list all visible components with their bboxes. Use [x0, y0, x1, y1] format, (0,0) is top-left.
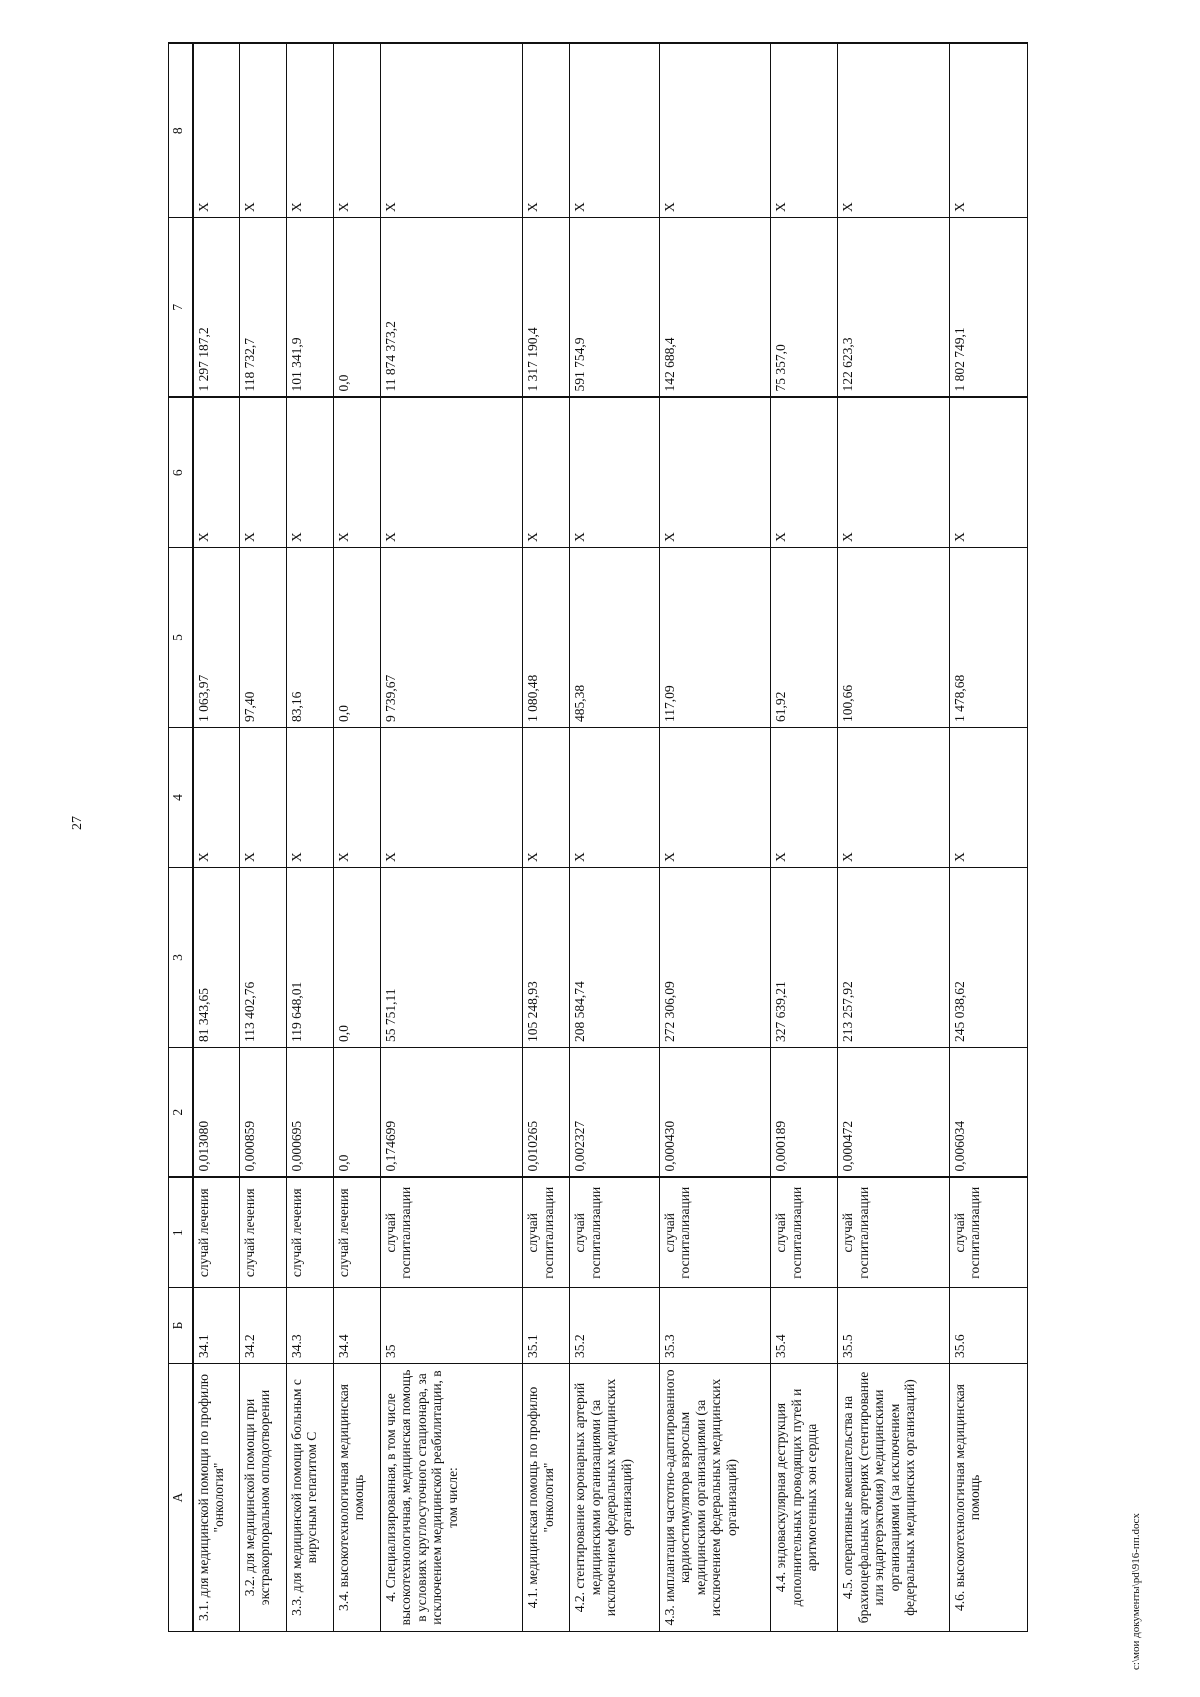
cell-b: 34.4 — [333, 1288, 380, 1364]
cell-5: 117,09 — [659, 548, 771, 728]
cell-5: 1 063,97 — [193, 548, 240, 728]
rotated-table-container — [168, 44, 1028, 1632]
cell-6: Х — [659, 398, 771, 548]
column-header-b: Б — [169, 1288, 193, 1364]
cell-6: Х — [838, 398, 950, 548]
page-number: 27 — [70, 816, 85, 830]
cell-5: 1 080,48 — [523, 548, 570, 728]
cell-8: Х — [949, 44, 1027, 218]
cell-8: Х — [193, 44, 240, 218]
cell-6: Х — [380, 398, 523, 548]
cell-a: 4.5. оперативные вмешательства на брахиоцефальных артериях (стентирование или эндартерэктомия) медицинскими организациями (за исключением федеральных медицинских организаций) — [838, 1364, 950, 1632]
cell-2: 0,000430 — [659, 1048, 771, 1178]
cell-7: 118 732,7 — [239, 218, 286, 398]
table-row — [838, 44, 950, 1632]
cell-7: 75 357,0 — [771, 218, 838, 398]
cell-4: Х — [838, 728, 950, 868]
cell-2: 0,174699 — [380, 1048, 523, 1178]
cell-6: Х — [771, 398, 838, 548]
cell-b: 35.3 — [659, 1288, 771, 1364]
cell-3: 245 038,62 — [949, 868, 1027, 1048]
cell-6: Х — [193, 398, 240, 548]
cell-8: Х — [659, 44, 771, 218]
table-row — [239, 44, 286, 1632]
cell-3: 208 584,74 — [570, 868, 659, 1048]
cell-4: Х — [239, 728, 286, 868]
cell-7: 591 754,9 — [570, 218, 659, 398]
cell-8: Х — [523, 44, 570, 218]
cell-6: Х — [570, 398, 659, 548]
cell-4: Х — [380, 728, 523, 868]
footer-file-path: c:\мои документы\pd\916-пп.docx — [1130, 1513, 1142, 1670]
cell-3: 105 248,93 — [523, 868, 570, 1048]
table-row — [771, 44, 838, 1632]
cell-6: Х — [239, 398, 286, 548]
column-header-a: А — [169, 1364, 193, 1632]
cell-a: 3.2. для медицинской помощи при экстракорпоральном оплодотворении — [239, 1364, 286, 1632]
cell-3: 55 751,11 — [380, 868, 523, 1048]
cell-7: 11 874 373,2 — [380, 218, 523, 398]
cell-7: 1 317 190,4 — [523, 218, 570, 398]
cell-b: 35.1 — [523, 1288, 570, 1364]
cell-a: 3.1. для медицинской помощи по профилю "онкология" — [193, 1364, 240, 1632]
cell-6: Х — [523, 398, 570, 548]
cell-6: Х — [333, 398, 380, 548]
cell-b: 35 — [380, 1288, 523, 1364]
cell-u: случай госпитализации — [949, 1178, 1027, 1288]
cell-8: Х — [286, 44, 333, 218]
cell-a: 4.2. стентирование коронарных артерий медицинскими организациями (за исключением федеральных медицинских организаций) — [570, 1364, 659, 1632]
cell-6: Х — [286, 398, 333, 548]
table-row — [380, 44, 523, 1632]
cell-4: Х — [570, 728, 659, 868]
column-header-5: 5 — [169, 548, 193, 728]
header-row — [169, 44, 193, 1632]
cell-5: 97,40 — [239, 548, 286, 728]
cell-u: случай госпитализации — [523, 1178, 570, 1288]
cell-2: 0,000695 — [286, 1048, 333, 1178]
cell-b: 35.4 — [771, 1288, 838, 1364]
cell-6: Х — [949, 398, 1027, 548]
cell-b: 34.3 — [286, 1288, 333, 1364]
cell-b: 35.2 — [570, 1288, 659, 1364]
cell-2: 0,006034 — [949, 1048, 1027, 1178]
cell-u: случай госпитализации — [771, 1178, 838, 1288]
cell-a: 4.3. имплантация частотно-адаптированного кардиостимулятора взрослым медицинскими организациями (за исключением федеральных медицинских организаций) — [659, 1364, 771, 1632]
table-row — [286, 44, 333, 1632]
cell-3: 272 306,09 — [659, 868, 771, 1048]
cell-3: 0,0 — [333, 868, 380, 1048]
cell-b: 34.2 — [239, 1288, 286, 1364]
cell-5: 485,38 — [570, 548, 659, 728]
table-body — [169, 44, 1028, 1632]
column-header-u: 1 — [169, 1178, 193, 1288]
cell-2: 0,002327 — [570, 1048, 659, 1178]
cell-7: 122 623,3 — [838, 218, 950, 398]
cell-8: Х — [838, 44, 950, 218]
cell-4: Х — [949, 728, 1027, 868]
table-row — [949, 44, 1027, 1632]
cell-7: 1 802 749,1 — [949, 218, 1027, 398]
cell-u: случай лечения — [193, 1178, 240, 1288]
column-header-4: 4 — [169, 728, 193, 868]
cell-4: Х — [333, 728, 380, 868]
cell-7: 142 688,4 — [659, 218, 771, 398]
cell-u: случай госпитализации — [380, 1178, 523, 1288]
cell-u: случай лечения — [333, 1178, 380, 1288]
cell-3: 113 402,76 — [239, 868, 286, 1048]
table-row — [523, 44, 570, 1632]
column-header-2: 2 — [169, 1048, 193, 1178]
cell-5: 83,16 — [286, 548, 333, 728]
cell-8: Х — [380, 44, 523, 218]
cell-4: Х — [771, 728, 838, 868]
table-row — [570, 44, 659, 1632]
cell-8: Х — [239, 44, 286, 218]
cell-2: 0,000472 — [838, 1048, 950, 1178]
cell-4: Х — [523, 728, 570, 868]
cell-5: 1 478,68 — [949, 548, 1027, 728]
cell-2: 0,013080 — [193, 1048, 240, 1178]
cell-3: 213 257,92 — [838, 868, 950, 1048]
cell-7: 0,0 — [333, 218, 380, 398]
table-row — [193, 44, 240, 1632]
table-row — [333, 44, 380, 1632]
cell-7: 1 297 187,2 — [193, 218, 240, 398]
cell-5: 61,92 — [771, 548, 838, 728]
column-header-7: 7 — [169, 218, 193, 398]
column-header-6: 6 — [169, 398, 193, 548]
cell-4: Х — [659, 728, 771, 868]
column-header-3: 3 — [169, 868, 193, 1048]
cell-u: случай госпитализации — [570, 1178, 659, 1288]
data-table — [168, 43, 1028, 1633]
cell-2: 0,000859 — [239, 1048, 286, 1178]
cell-a: 3.4. высокотехнологичная медицинская помощь — [333, 1364, 380, 1632]
cell-a: 4.1. медицинская помощь по профилю "онкология" — [523, 1364, 570, 1632]
column-header-8: 8 — [169, 44, 193, 218]
cell-b: 35.6 — [949, 1288, 1027, 1364]
cell-5: 100,66 — [838, 548, 950, 728]
cell-3: 119 648,01 — [286, 868, 333, 1048]
table-row — [659, 44, 771, 1632]
cell-u: случай госпитализации — [659, 1178, 771, 1288]
cell-2: 0,010265 — [523, 1048, 570, 1178]
cell-3: 327 639,21 — [771, 868, 838, 1048]
cell-8: Х — [570, 44, 659, 218]
cell-b: 34.1 — [193, 1288, 240, 1364]
cell-a: 4. Специализированная, в том числе высокотехнологичная, медицинская помощь в условиях круглосуточного стационара, за исключением медицинской реабилитации, в том числе: — [380, 1364, 523, 1632]
cell-7: 101 341,9 — [286, 218, 333, 398]
cell-u: случай лечения — [286, 1178, 333, 1288]
cell-4: Х — [193, 728, 240, 868]
cell-5: 9 739,67 — [380, 548, 523, 728]
cell-8: Х — [333, 44, 380, 218]
cell-u: случай госпитализации — [838, 1178, 950, 1288]
cell-u: случай лечения — [239, 1178, 286, 1288]
cell-a: 4.6. высокотехнологичная медицинская помощь — [949, 1364, 1027, 1632]
cell-a: 4.4. эндоваскулярная деструкция дополнительных проводящих путей и аритмогенных зон сердца — [771, 1364, 838, 1632]
cell-8: Х — [771, 44, 838, 218]
cell-a: 3.3. для медицинской помощи больным с вирусным гепатитом С — [286, 1364, 333, 1632]
cell-5: 0,0 — [333, 548, 380, 728]
cell-2: 0,0 — [333, 1048, 380, 1178]
cell-2: 0,000189 — [771, 1048, 838, 1178]
cell-b: 35.5 — [838, 1288, 950, 1364]
cell-4: Х — [286, 728, 333, 868]
cell-3: 81 343,65 — [193, 868, 240, 1048]
